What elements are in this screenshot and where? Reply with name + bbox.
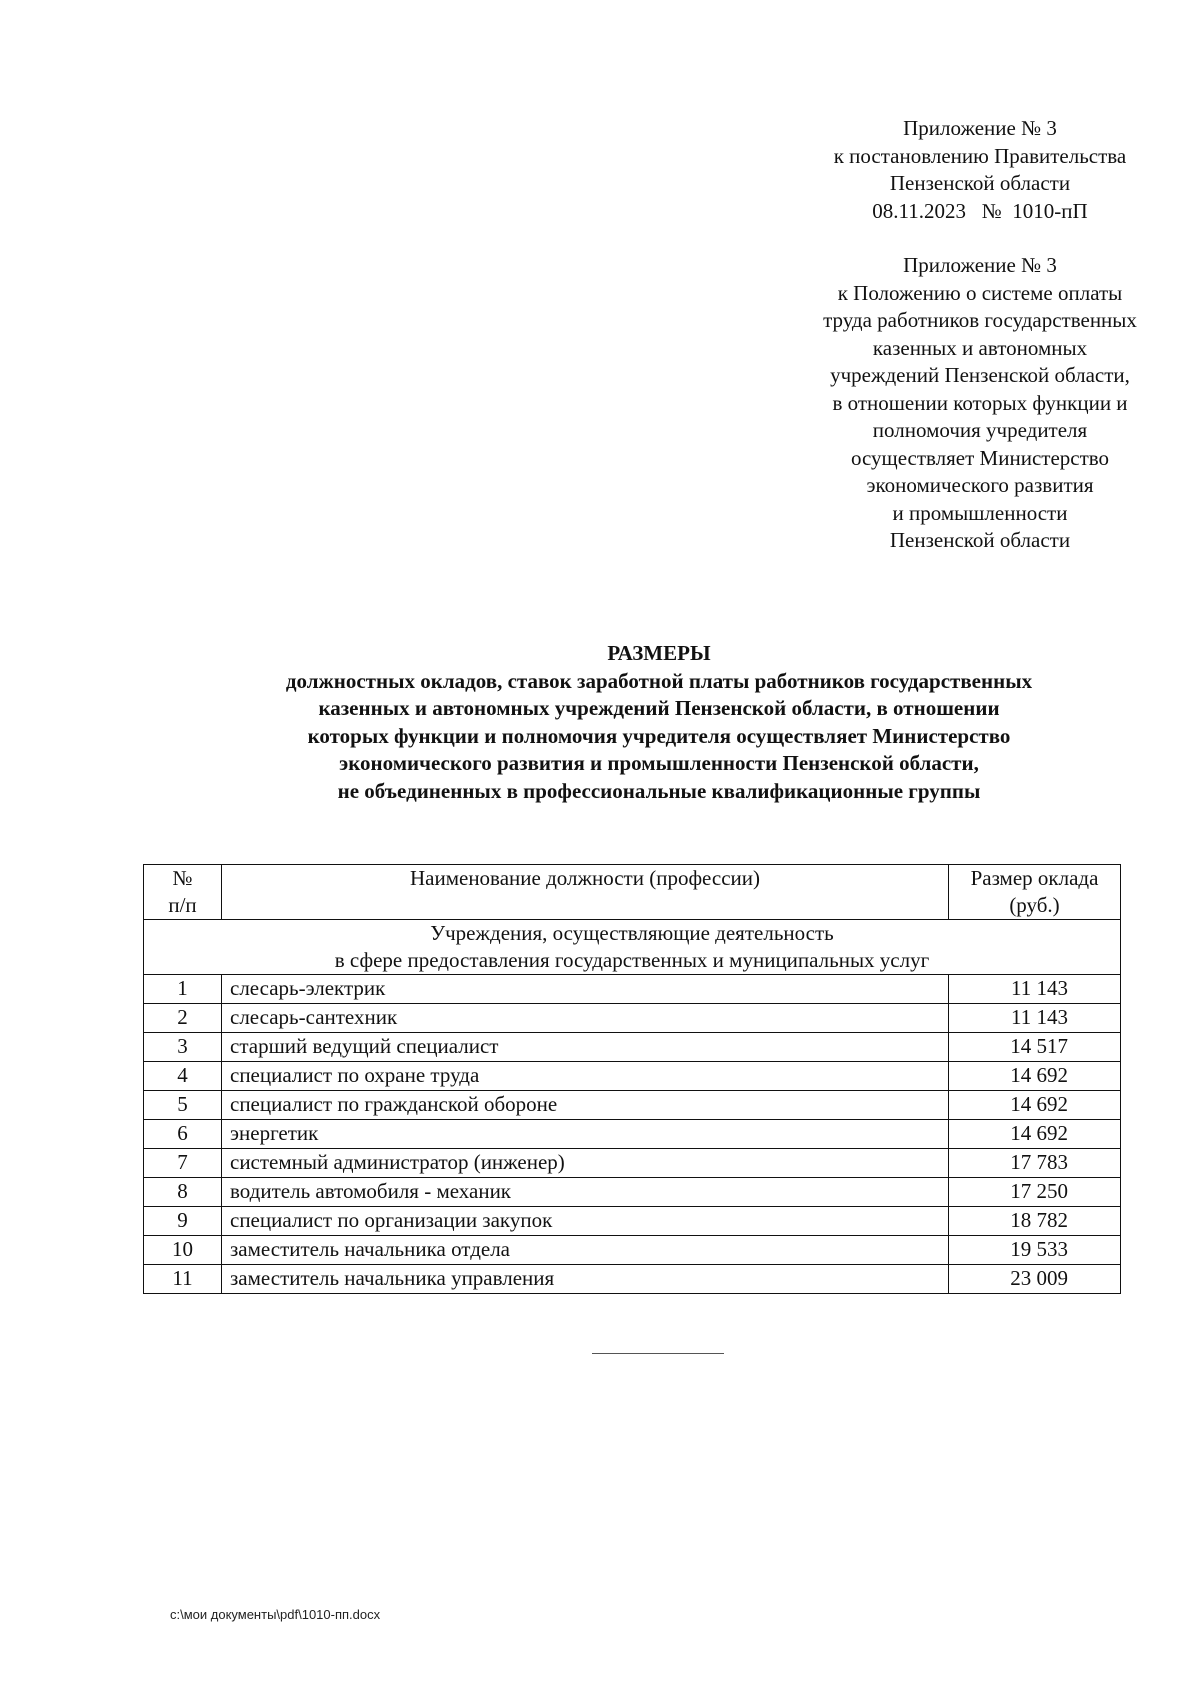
table-row	[144, 1265, 1121, 1294]
title-line: не объединенных в профессиональные квалификационные группы	[337, 778, 981, 803]
row-number: 3	[144, 1033, 222, 1062]
section-title	[144, 920, 1121, 975]
header-salary-line: Размер оклада	[970, 866, 1099, 890]
row-salary: 14 692	[949, 1091, 1121, 1120]
title-line: казенных и автономных учреждений Пензенской области, в отношении	[318, 696, 1000, 720]
document-title	[130, 640, 1188, 805]
header-number-line: №	[172, 866, 193, 890]
row-position: слесарь-сантехник	[222, 1004, 949, 1033]
title-line: должностных окладов, ставок заработной платы работников государственных	[285, 668, 1033, 693]
approval-line: труда работников государственных	[823, 308, 1137, 332]
end-separator-line	[592, 1353, 724, 1354]
row-position: специалист по гражданской обороне	[222, 1091, 949, 1120]
approval-block-regulation	[760, 252, 1200, 555]
table-header-row	[144, 865, 1121, 920]
row-salary: 17 250	[949, 1178, 1121, 1207]
title-line: которых функции и полномочия учредителя осуществляет Министерство	[307, 723, 1011, 748]
row-position: водитель автомобиля - механик	[222, 1178, 949, 1207]
approval-line: казенных и автономных	[872, 335, 1088, 360]
row-number: 5	[144, 1091, 222, 1120]
row-number: 7	[144, 1149, 222, 1178]
title-heading: РАЗМЕРЫ	[607, 641, 711, 665]
title-line: экономического развития и промышленности Пензенской области,	[339, 751, 979, 775]
row-number: 10	[144, 1236, 222, 1265]
header-salary	[949, 865, 1121, 920]
approval-line: к Положению о системе оплаты	[837, 280, 1123, 305]
table-row	[144, 1236, 1121, 1265]
table-row	[144, 1062, 1121, 1091]
row-salary: 11 143	[949, 975, 1121, 1004]
row-position: системный администратор (инженер)	[222, 1149, 949, 1178]
row-number: 9	[144, 1207, 222, 1236]
salary-table	[143, 864, 1121, 1294]
row-salary: 18 782	[949, 1207, 1121, 1236]
row-salary: 14 692	[949, 1062, 1121, 1091]
approval-line: осуществляет Министерство	[850, 445, 1110, 470]
section-title-line: Учреждения, осуществляющие деятельность	[430, 921, 834, 945]
table-row	[144, 1091, 1121, 1120]
table-row	[144, 1178, 1121, 1207]
row-number: 8	[144, 1178, 222, 1207]
row-number: 4	[144, 1062, 222, 1091]
row-salary: 17 783	[949, 1149, 1121, 1178]
section-title-line: в сфере предоставления государственных и муниципальных услуг	[334, 948, 930, 972]
header-number	[144, 865, 222, 920]
row-position: специалист по организации закупок	[222, 1207, 949, 1236]
row-position: слесарь-электрик	[222, 975, 949, 1004]
approval-block-government-resolution	[760, 115, 1200, 225]
approval-line: Приложение № 3	[903, 253, 1057, 277]
table-row	[144, 975, 1121, 1004]
header-position-name: Наименование должности (профессии)	[222, 865, 949, 920]
row-position: энергетик	[222, 1120, 949, 1149]
header-salary-line: (руб.)	[1009, 893, 1060, 917]
row-position: специалист по охране труда	[222, 1062, 949, 1091]
table-row	[144, 1004, 1121, 1033]
row-number: 1	[144, 975, 222, 1004]
approval-line: полномочия учредителя	[872, 418, 1088, 442]
approval-line: в отношении которых функции и	[832, 390, 1128, 415]
row-position: заместитель начальника отдела	[222, 1236, 949, 1265]
row-salary: 14 692	[949, 1120, 1121, 1149]
table-row	[144, 1033, 1121, 1062]
table-row	[144, 1207, 1121, 1236]
row-number: 2	[144, 1004, 222, 1033]
row-salary: 11 143	[949, 1004, 1121, 1033]
approval-line: Пензенской области	[889, 528, 1071, 552]
row-salary: 14 517	[949, 1033, 1121, 1062]
approval-line: к постановлению Правительства	[833, 143, 1127, 168]
row-position: старший ведущий специалист	[222, 1033, 949, 1062]
table-row	[144, 1120, 1121, 1149]
header-number-line: п/п	[168, 893, 197, 917]
row-salary: 19 533	[949, 1236, 1121, 1265]
approval-line: и промышленности	[892, 500, 1068, 525]
approval-line: Пензенской области	[889, 171, 1071, 195]
section-row	[144, 920, 1121, 975]
table-row	[144, 1149, 1121, 1178]
approval-date-number: 08.11.2023 № 1010-пП	[872, 198, 1088, 223]
approval-line: экономического развития	[866, 473, 1094, 497]
row-number: 6	[144, 1120, 222, 1149]
file-path-footer: c:\мои документы\pdf\1010-пп.docx	[170, 1607, 381, 1622]
row-position: заместитель начальника управления	[222, 1265, 949, 1294]
row-salary: 23 009	[949, 1265, 1121, 1294]
approval-line: Приложение № 3	[903, 116, 1057, 140]
approval-line: учреждений Пензенской области,	[830, 363, 1130, 387]
row-number: 11	[144, 1265, 222, 1294]
